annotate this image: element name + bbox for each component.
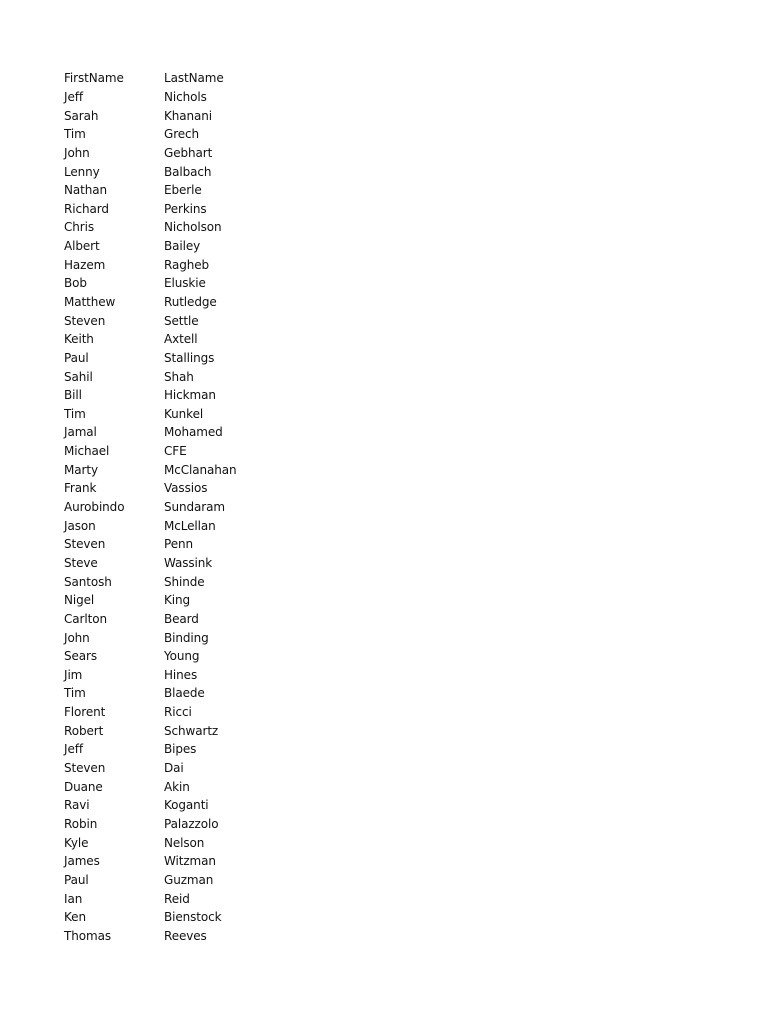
table-row — [64, 218, 284, 237]
table-row — [64, 554, 284, 573]
last-name-cell: Hines — [164, 667, 198, 682]
table-row — [64, 367, 284, 386]
last-name-cell: Nelson — [164, 835, 205, 850]
first-name-cell: Frank — [64, 481, 97, 496]
first-name-cell: Florent — [64, 705, 106, 720]
first-name-cell: Thomas — [64, 928, 111, 943]
table-row — [64, 572, 284, 591]
last-name-cell: Rutledge — [164, 295, 217, 309]
first-name-cell: Kyle — [64, 835, 89, 850]
first-name-cell: Sears — [64, 649, 98, 664]
first-name-cell: Robert — [64, 723, 104, 738]
first-name-cell: Steven — [64, 313, 106, 328]
first-name-cell: Jeff — [64, 89, 83, 104]
header-last-name: LastName — [164, 71, 224, 86]
first-name-cell: Richard — [64, 201, 109, 216]
table-row — [64, 815, 284, 834]
table-row — [64, 423, 284, 442]
table-row — [64, 237, 284, 256]
first-name-cell: Tim — [64, 686, 86, 701]
table-row — [64, 442, 284, 461]
table-row — [64, 199, 284, 218]
last-name-cell: Nicholson — [164, 220, 222, 235]
first-name-cell: Sarah — [64, 108, 99, 123]
first-name-cell: Steve — [64, 555, 98, 570]
table-row — [64, 610, 284, 629]
last-name-cell: Palazzolo — [164, 816, 219, 831]
last-name-cell: McClanahan — [164, 462, 237, 477]
last-name-cell: Dai — [164, 761, 184, 776]
table-row — [64, 293, 284, 312]
table-row — [64, 181, 284, 200]
last-name-cell: McLellan — [164, 518, 216, 533]
table-row — [64, 274, 284, 293]
first-name-cell: Carlton — [64, 611, 107, 626]
table-row — [64, 591, 284, 610]
last-name-cell: Reeves — [164, 928, 207, 943]
table-row — [64, 833, 284, 852]
last-name-cell: Vassios — [164, 481, 208, 496]
first-name-cell: Tim — [64, 406, 86, 421]
table-row — [64, 144, 284, 163]
header-row — [64, 69, 284, 88]
first-name-cell: Chris — [64, 220, 95, 235]
last-name-cell: Mohamed — [164, 425, 223, 440]
first-name-cell: Robin — [64, 816, 98, 831]
table-row — [64, 889, 284, 908]
first-name-cell: Sahil — [64, 369, 93, 384]
first-name-cell: Marty — [64, 462, 98, 477]
table-row — [64, 759, 284, 778]
name-table — [64, 69, 284, 945]
first-name-cell: Ian — [64, 891, 83, 906]
header-first-name: FirstName — [64, 71, 124, 86]
last-name-cell: Young — [164, 649, 200, 664]
last-name-cell: Beard — [164, 611, 199, 626]
last-name-cell: Ragheb — [164, 257, 210, 272]
table-row — [64, 703, 284, 722]
table-row — [64, 349, 284, 368]
first-name-cell: Duane — [64, 779, 103, 794]
last-name-cell: Schwartz — [164, 723, 219, 738]
first-name-cell: Paul — [64, 350, 89, 365]
first-name-cell: Ravi — [64, 798, 90, 813]
first-name-cell: Steven — [64, 761, 106, 776]
table-row — [64, 926, 284, 945]
first-name-cell: Albert — [64, 239, 100, 254]
last-name-cell: Kunkel — [164, 406, 204, 421]
first-name-cell: Paul — [64, 872, 89, 887]
last-name-cell: Nichols — [164, 89, 207, 104]
first-name-cell: Michael — [64, 444, 110, 459]
last-name-cell: Binding — [164, 630, 209, 645]
table-row — [64, 88, 284, 107]
last-name-cell: Wassink — [164, 555, 213, 570]
table-row — [64, 871, 284, 890]
first-name-cell: Matthew — [64, 295, 116, 309]
last-name-cell: Shah — [164, 369, 194, 384]
last-name-cell: CFE — [164, 444, 187, 459]
last-name-cell: Eberle — [164, 183, 202, 198]
last-name-cell: Koganti — [164, 798, 209, 813]
table-row — [64, 386, 284, 405]
table-row — [64, 647, 284, 666]
first-name-cell: Nigel — [64, 593, 95, 608]
last-name-cell: Settle — [164, 313, 199, 328]
table-row — [64, 255, 284, 274]
last-name-cell: Eluskie — [164, 276, 206, 291]
first-name-cell: John — [64, 630, 90, 645]
first-name-cell: John — [64, 145, 90, 160]
table-row — [64, 535, 284, 554]
table-row — [64, 777, 284, 796]
table-body — [64, 88, 284, 945]
last-name-cell: Bailey — [164, 239, 201, 254]
first-name-cell: Hazem — [64, 257, 106, 272]
table-row — [64, 516, 284, 535]
last-name-cell: Witzman — [164, 854, 216, 869]
last-name-cell: Hickman — [164, 388, 216, 403]
last-name-cell: Akin — [164, 779, 190, 794]
table-row — [64, 125, 284, 144]
first-name-cell: Aurobindo — [64, 500, 125, 515]
last-name-cell: Balbach — [164, 164, 212, 179]
first-name-cell: Bob — [64, 276, 87, 291]
last-name-cell: Grech — [164, 127, 200, 142]
last-name-cell: Stallings — [164, 350, 215, 365]
last-name-cell: Shinde — [164, 574, 205, 589]
last-name-cell: Bipes — [164, 742, 197, 757]
last-name-cell: Guzman — [164, 872, 214, 887]
table-row — [64, 628, 284, 647]
first-name-cell: James — [64, 854, 100, 869]
first-name-cell: Jeff — [64, 742, 83, 757]
first-name-cell: Jason — [64, 518, 96, 533]
table-row — [64, 311, 284, 330]
last-name-cell: Gebhart — [164, 145, 213, 160]
table-row — [64, 405, 284, 424]
table-row — [64, 666, 284, 685]
first-name-cell: Tim — [64, 127, 86, 142]
last-name-cell: Reid — [164, 891, 190, 906]
first-name-cell: Nathan — [64, 183, 107, 198]
table-row — [64, 684, 284, 703]
last-name-cell: Khanani — [164, 108, 213, 123]
table-row — [64, 162, 284, 181]
last-name-cell: Perkins — [164, 201, 207, 216]
first-name-cell: Jamal — [64, 425, 97, 440]
table-row — [64, 460, 284, 479]
table-row — [64, 479, 284, 498]
table-row — [64, 852, 284, 871]
table-row — [64, 908, 284, 927]
table-row — [64, 796, 284, 815]
table-row — [64, 740, 284, 759]
last-name-cell: King — [164, 593, 191, 608]
last-name-cell: Sundaram — [164, 500, 225, 515]
table-row — [64, 106, 284, 125]
last-name-cell: Axtell — [164, 332, 198, 347]
last-name-cell: Ricci — [164, 705, 192, 720]
table-row — [64, 721, 284, 740]
first-name-cell: Bill — [64, 388, 82, 403]
first-name-cell: Santosh — [64, 574, 112, 589]
table-row — [64, 330, 284, 349]
first-name-cell: Steven — [64, 537, 106, 552]
first-name-cell: Jim — [64, 667, 83, 682]
first-name-cell: Ken — [64, 910, 86, 925]
last-name-cell: Blaede — [164, 686, 205, 701]
table-row — [64, 498, 284, 517]
first-name-cell: Keith — [64, 332, 94, 347]
last-name-cell: Penn — [164, 537, 194, 552]
first-name-cell: Lenny — [64, 164, 100, 179]
last-name-cell: Bienstock — [164, 910, 222, 925]
